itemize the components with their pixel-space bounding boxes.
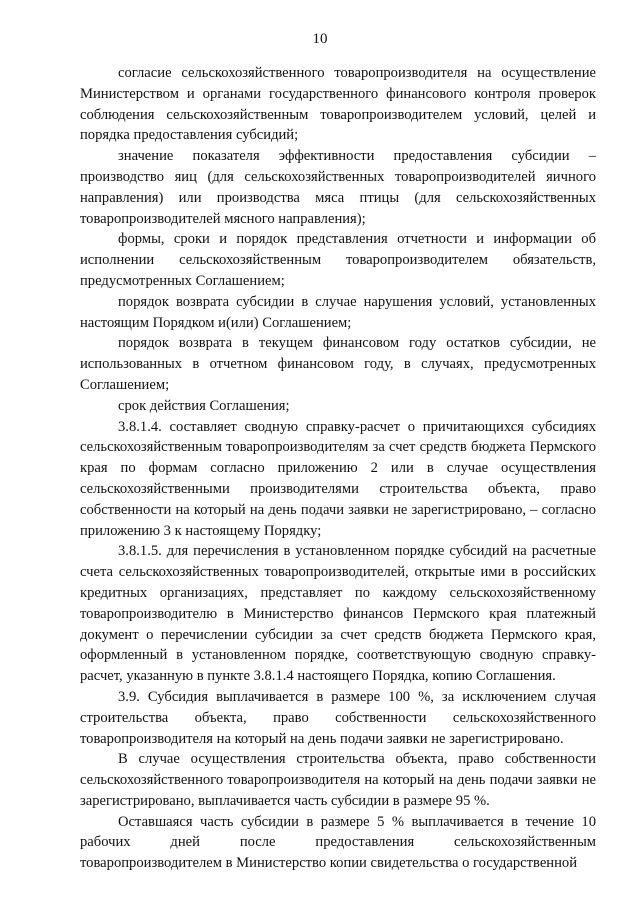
paragraph-construction-case: В случае осуществления строительства объекта, право собственности сельскохозяйственного товаропроизводителя на который на день подачи заявки не зарегистрировано, выплачивается часть субсидии в размере 95 %. xyxy=(80,751,596,809)
document-body xyxy=(80,63,596,874)
paragraph-3-8-1-4: 3.8.1.4. составляет сводную справку-расчет о причитающихся субсидиях сельскохозяйственным товаропроизводителям за счет средств бюджета Пермского края по формам согласно приложению 2 или в случае осуществления сельскохозяйственными производителями строительства объекта, право собственности на который на день подачи заявки не зарегистрировано, – согласно приложению 3 к настоящему Порядку; xyxy=(80,418,596,539)
paragraph-consent: согласие сельскохозяйственного товаропроизводителя на осуществление Министерством и органами государственного финансового контроля проверок соблюдения сельскохозяйственным товаропроизводителем условий, целей и порядка предоставления субсидий; xyxy=(80,65,596,144)
paragraph-efficiency-indicator: значение показателя эффективности предоставления субсидии – производство яиц (для сельскохозяйственных товаропроизводителей яичного направления) или производства мяса птицы (для сельскохозяйственных товаропроизводителей мясного направления); xyxy=(80,148,596,227)
paragraph-reporting-forms: формы, сроки и порядок представления отчетности и информации об исполнении сельскохозяйственным товаропроизводителем обязательств, предусмотренных Соглашением; xyxy=(80,231,596,289)
paragraph-3-9: 3.9. Субсидия выплачивается в размере 100 %, за исключением случая строительства объекта, право собственности сельскохозяйственного товаропроизводителя на который на день подачи заявки не зарегистрировано. xyxy=(80,688,596,747)
paragraph-agreement-term: срок действия Соглашения; xyxy=(118,397,290,414)
paragraph-remaining-part: Оставшаяся часть субсидии в размере 5 % выплачивается в течение 10 рабочих дней после предоставления сельскохозяйственным товаропроизводителем в Министерство копии свидетельства о государственной xyxy=(80,813,596,872)
paragraph-3-8-1-5: 3.8.1.5. для перечисления в установленном порядке субсидий на расчетные счета сельскохозяйственных товаропроизводителей, открытые ими в российских кредитных организациях, представляет по каждому сельскохозяйственному товаропроизводителю в Министерство финансов Пермского края платежный документ о перечислении субсидии за счет средств бюджета Пермского края, оформленный в установленном порядке, соответствующую сводную справку-расчет, указанную в пункте 3.8.1.4 настоящего Порядка, копию Соглашения. xyxy=(80,543,596,685)
paragraph-return-on-violation: порядок возврата субсидии в случае нарушения условий, установленных настоящим Порядком и(или) Соглашением; xyxy=(80,293,596,331)
page-number: 10 xyxy=(312,31,328,47)
paragraph-return-of-balances: порядок возврата в текущем финансовом году остатков субсидии, не использованных в отчетном финансовом году, в случаях, предусмотренных Соглашением; xyxy=(80,335,596,393)
